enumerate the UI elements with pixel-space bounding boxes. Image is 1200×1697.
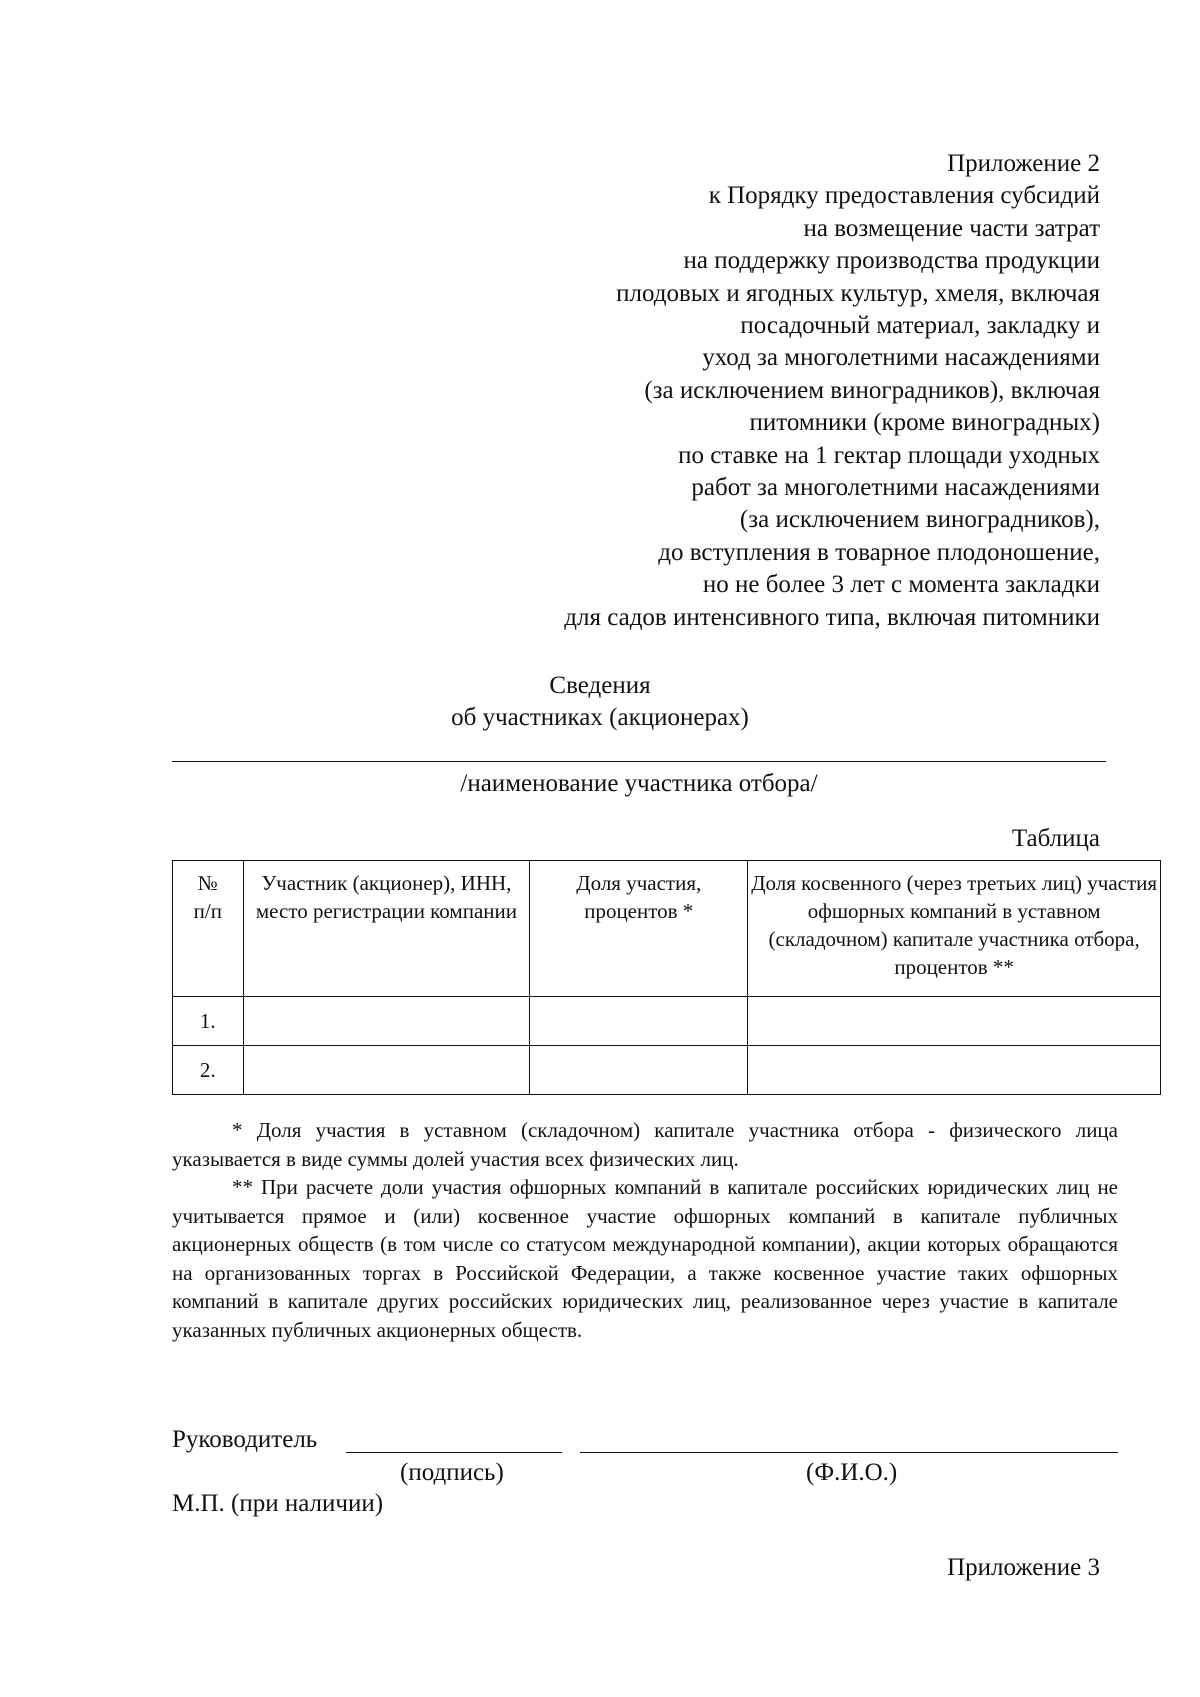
- appendix-header-line: уход за многолетними насаждениями: [702, 344, 1100, 372]
- signature-label: Руководитель: [172, 1426, 318, 1453]
- appendix-header-line: (за исключением виноградников),: [739, 506, 1100, 534]
- full-name-caption: (Ф.И.О.): [806, 1459, 898, 1486]
- table-label: Таблица: [1011, 825, 1100, 852]
- full-name-line[interactable]: [580, 1452, 1118, 1453]
- appendix-header-line: посадочный материал, закладку и: [740, 312, 1100, 340]
- appendix-header-line: плодовых и ягодных культур, хмеля, включая: [616, 279, 1100, 307]
- document-title: [0, 670, 1200, 734]
- appendix-header-line: к Порядку предоставления субсидий: [708, 182, 1100, 210]
- header-share: Доля участия, процентов *: [530, 861, 748, 997]
- participant-name-caption: /наименование участника отбора/: [460, 770, 818, 797]
- participants-table: [172, 860, 1161, 1095]
- row-number: 1.: [173, 997, 244, 1046]
- row-offshore-cell[interactable]: [748, 997, 1161, 1046]
- row-share-cell[interactable]: [530, 997, 748, 1046]
- stamp-note: М.П. (при наличии): [172, 1490, 384, 1517]
- signature-captions: [172, 1457, 1118, 1491]
- appendix-header-line: Приложение 2: [947, 150, 1100, 177]
- appendix-header-line: на поддержку производства продукции: [683, 247, 1100, 275]
- appendix-header-line: работ за многолетними насаждениями: [691, 474, 1100, 502]
- row-number: 2.: [173, 1046, 244, 1095]
- appendix-header-line: по ставке на 1 гектар площади уходных: [678, 441, 1100, 469]
- document-title-line2: об участниках (акционерах): [451, 704, 749, 731]
- footnotes: [172, 1116, 1118, 1344]
- header-number: [173, 861, 244, 997]
- appendix-header: [380, 148, 1100, 634]
- row-participant-cell[interactable]: [243, 997, 530, 1046]
- row-share-cell[interactable]: [530, 1046, 748, 1095]
- appendix-header-line: на возмещение части затрат: [803, 214, 1100, 242]
- appendix-header-line: (за исключением виноградников), включая: [644, 376, 1100, 404]
- participant-name-line: [172, 761, 1106, 762]
- appendix-header-line: до вступления в товарное плодоношение,: [658, 538, 1100, 566]
- row-offshore-cell[interactable]: [748, 1046, 1161, 1095]
- appendix-header-line: но не более 3 лет с момента закладки: [702, 571, 1100, 599]
- header-participant: Участник (акционер), ИНН, место регистрации компании: [243, 861, 530, 997]
- table-row: [173, 1046, 1161, 1095]
- footnote-2: ** При расчете доли участия офшорных компаний в капитале российских юридических лиц не учитывается прямое и (или) косвенное участие офшорных компаний в капитале публичных акционерных обществ (в том числе со статусом международной компании), акции которых обращаются на организованных торгах в Российской Федерации, а также косвенное участие таких офшорных компаний в капитале других российских юридических лиц, реализованное через участие в капитале указанных публичных акционерных обществ.: [172, 1175, 1118, 1342]
- appendix-header-line: для садов интенсивного типа, включая питомники: [564, 603, 1100, 631]
- next-appendix-title: Приложение 3: [947, 1554, 1100, 1581]
- document-title-line1: Сведения: [549, 672, 651, 699]
- appendix-header-line: питомники (кроме виноградных): [749, 409, 1100, 437]
- table-header-row: [173, 861, 1161, 997]
- header-number-sign: №: [197, 871, 218, 895]
- row-participant-cell[interactable]: [243, 1046, 530, 1095]
- signature-line[interactable]: [346, 1452, 562, 1453]
- header-number-pp: п/п: [193, 899, 222, 923]
- footnote-1: * Доля участия в уставном (складочном) капитале участника отбора - физического лица указывается в виде суммы долей участия всех физических лиц.: [172, 1118, 1118, 1171]
- table-row: [173, 997, 1161, 1046]
- signature-row: [172, 1424, 1118, 1458]
- header-offshore: Доля косвенного (через третьих лиц) участия офшорных компаний в уставном (складочном) капитале участника отбора, процентов **: [748, 861, 1161, 997]
- signature-caption: (подпись): [400, 1459, 504, 1486]
